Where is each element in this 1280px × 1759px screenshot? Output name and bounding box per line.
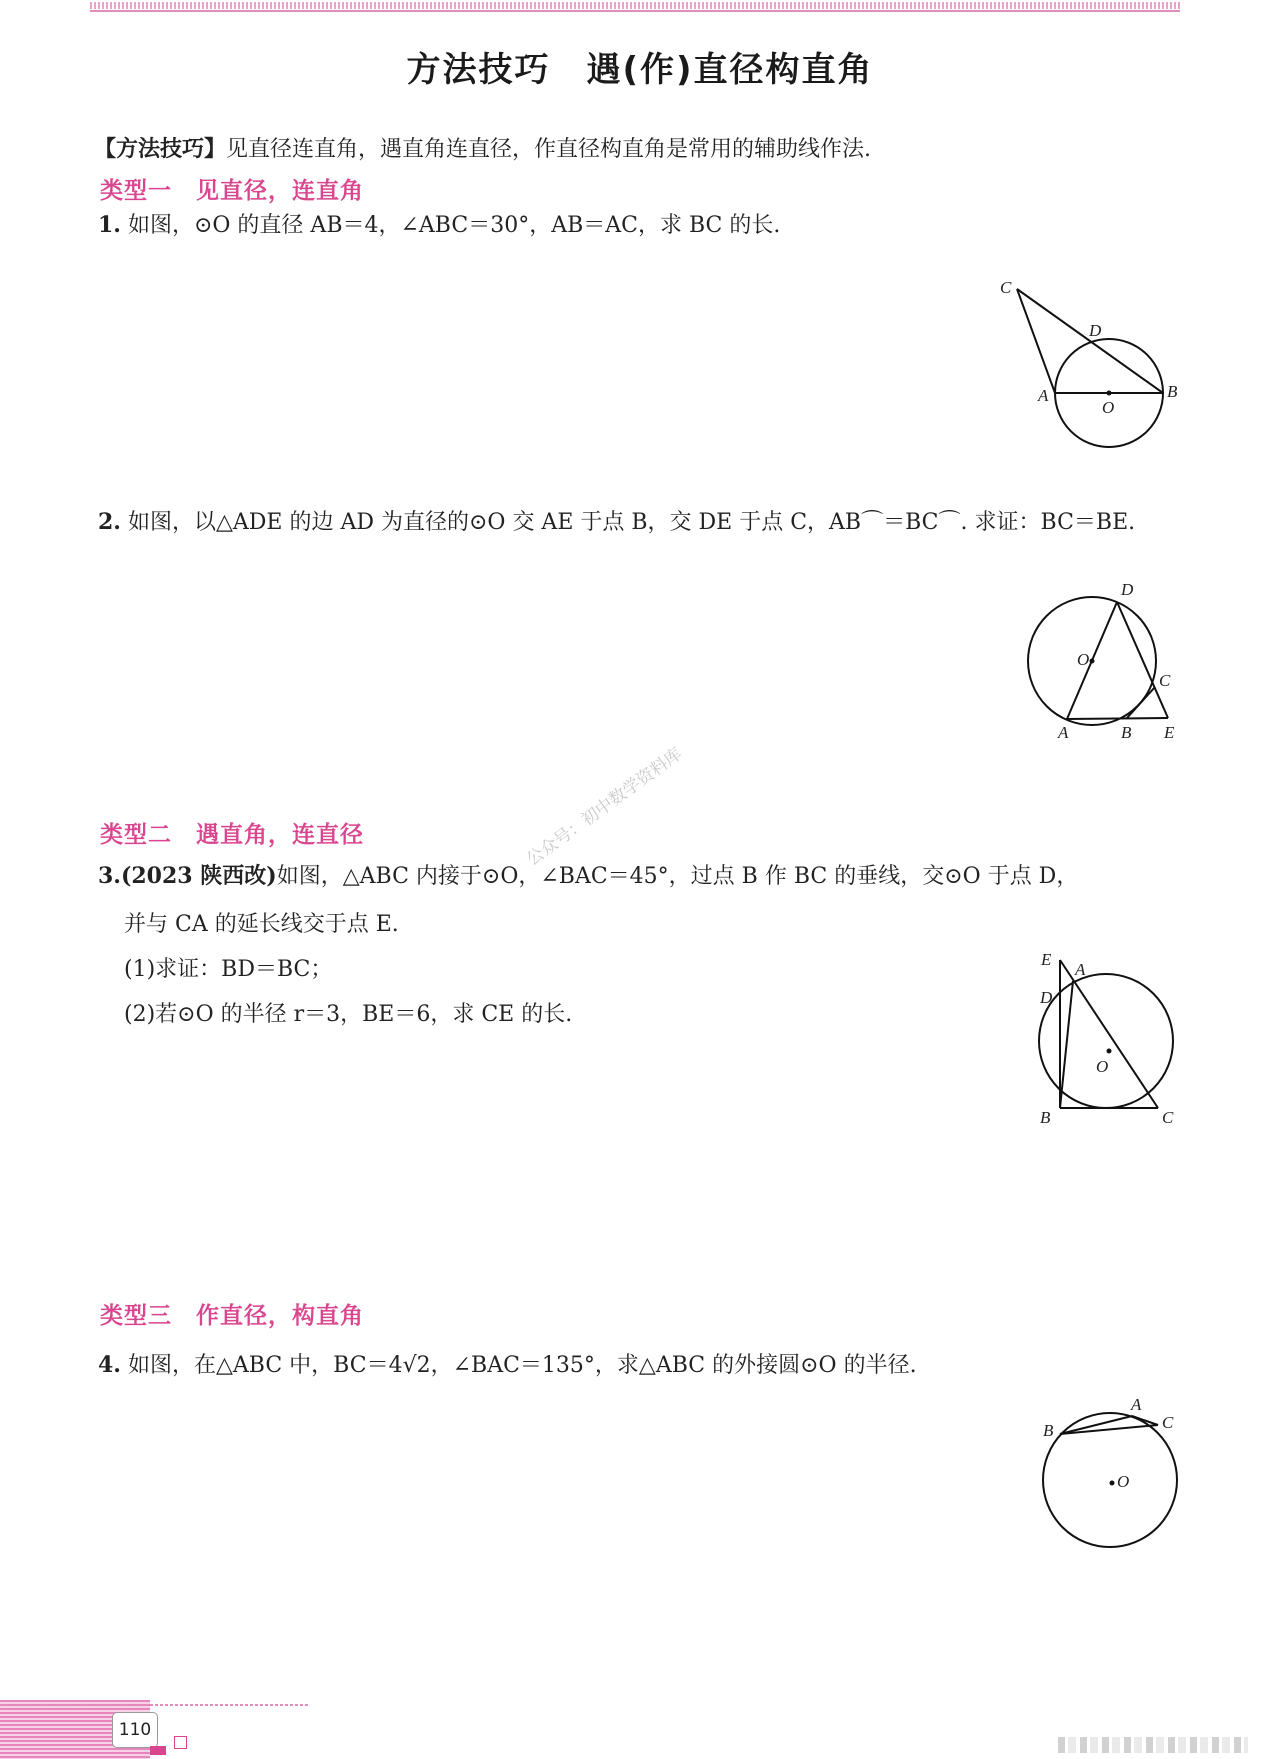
question-4-text: 如图，在△ABC 中，BC＝4√2，∠BAC＝135°，求△ABC 的外接圆⊙O 的半径. (127, 1353, 917, 1378)
question-3-part-1: (1)求证：BD＝BC； (124, 957, 333, 982)
section-type-1 (100, 172, 364, 205)
figure-3-segment-ba (1060, 981, 1073, 1108)
question-1-text: 如图，⊙O 的直径 AB＝4，∠ABC＝30°，AB＝AC，求 BC 的长. (127, 213, 781, 238)
figure-3-label-a: A (1075, 960, 1086, 979)
figure-4-label-o: O (1117, 1472, 1130, 1491)
figure-2-segment-ae (1067, 718, 1168, 719)
figure-3-label-b: B (1040, 1108, 1051, 1125)
figure-2-label-c: C (1159, 671, 1171, 690)
figure-2-label-o: O (1077, 650, 1090, 669)
question-2-text: 如图，以△ADE 的边 AD 为直径的⊙O 交 AE 于点 B，交 DE 于点 C，AB⌒＝BC⌒. 求证：BC＝BE. (127, 510, 1136, 535)
figure-2-label-d: D (1121, 580, 1134, 599)
figure-3-label-e: E (1041, 950, 1052, 969)
question-4-number: 4. (98, 1352, 121, 1378)
figure-1-segment-ca (1017, 289, 1055, 393)
question-3-text: 如图，△ABC 内接于⊙O，∠BAC＝45°，过点 B 作 BC 的垂线，交⊙O 于点 D， (276, 864, 1079, 889)
page-title: 方法技巧 遇(作)直径构直角 (406, 50, 874, 90)
watermark: 公众号：初中数学资料库 (522, 744, 686, 871)
question-1 (98, 210, 780, 241)
figure-1-label-c: C (1000, 278, 1012, 297)
figure-3-label-o: O (1096, 1057, 1109, 1076)
question-3-part-2: (2)若⊙O 的半径 r＝3，BE＝6，求 CE 的长. (124, 1002, 573, 1027)
section-type-3-name: 类型三 (100, 1303, 172, 1329)
top-line (90, 10, 1180, 12)
top-decoration-band (0, 0, 1280, 14)
top-dot-pattern (90, 2, 1180, 9)
question-1-number: 1. (98, 212, 121, 238)
bottom-dashed-line (0, 1704, 310, 1706)
figure-1-label-d: D (1089, 321, 1102, 340)
figure-2-label-b: B (1121, 723, 1132, 742)
section-type-1-name: 类型一 (100, 178, 172, 204)
figure-3-label-c: C (1162, 1108, 1174, 1125)
figure-3 (1030, 945, 1190, 1125)
question-3-number: 3. (98, 863, 121, 889)
figure-1 (995, 275, 1195, 455)
figure-3-center-point (1107, 1049, 1112, 1054)
page-number-square (174, 1736, 187, 1749)
page-number: 110 (112, 1712, 158, 1748)
figure-4-label-a: A (1131, 1395, 1142, 1414)
figure-4-label-c: C (1162, 1413, 1174, 1432)
figure-2-center-point (1090, 659, 1095, 664)
figure-4-center-point (1110, 1481, 1115, 1486)
footer-right-bar (1058, 1737, 1248, 1753)
figure-1-segment-cb (1017, 289, 1163, 393)
figure-4 (1030, 1395, 1190, 1555)
figure-1-label-a: A (1038, 386, 1049, 405)
method-tip (94, 132, 871, 163)
section-type-2 (100, 816, 364, 849)
question-2-number: 2. (98, 509, 121, 535)
section-type-2-title: 遇直角，连直径 (196, 822, 364, 848)
section-type-3 (100, 1297, 364, 1330)
figure-2 (1015, 575, 1195, 745)
section-type-2-name: 类型二 (100, 822, 172, 848)
figure-2-label-e: E (1164, 723, 1175, 742)
page-number-bar (150, 1746, 166, 1755)
tip-text: 见直径连直角，遇直角连直径，作直径构直角是常用的辅助线作法. (226, 137, 872, 162)
figure-4-label-b: B (1043, 1421, 1054, 1440)
question-2 (98, 507, 1135, 538)
figure-3-segment-ec (1060, 960, 1158, 1108)
tip-label: 【方法技巧】 (94, 137, 227, 162)
section-type-3-title: 作直径，构直角 (196, 1303, 364, 1329)
figure-1-label-b: B (1167, 382, 1178, 401)
figure-3-label-d: D (1040, 988, 1053, 1007)
section-type-1-title: 见直径，连直角 (196, 178, 364, 204)
figure-2-label-a: A (1058, 723, 1069, 742)
figure-1-label-o: O (1102, 398, 1115, 417)
figure-1-center-point (1107, 391, 1112, 396)
question-3-source: (2023 陕西改) (120, 863, 277, 889)
question-3 (98, 861, 1198, 892)
question-3-line-2: 并与 CA 的延长线交于点 E. (124, 912, 399, 937)
question-4 (98, 1350, 917, 1381)
figure-2-segment-bc (1127, 687, 1155, 718)
